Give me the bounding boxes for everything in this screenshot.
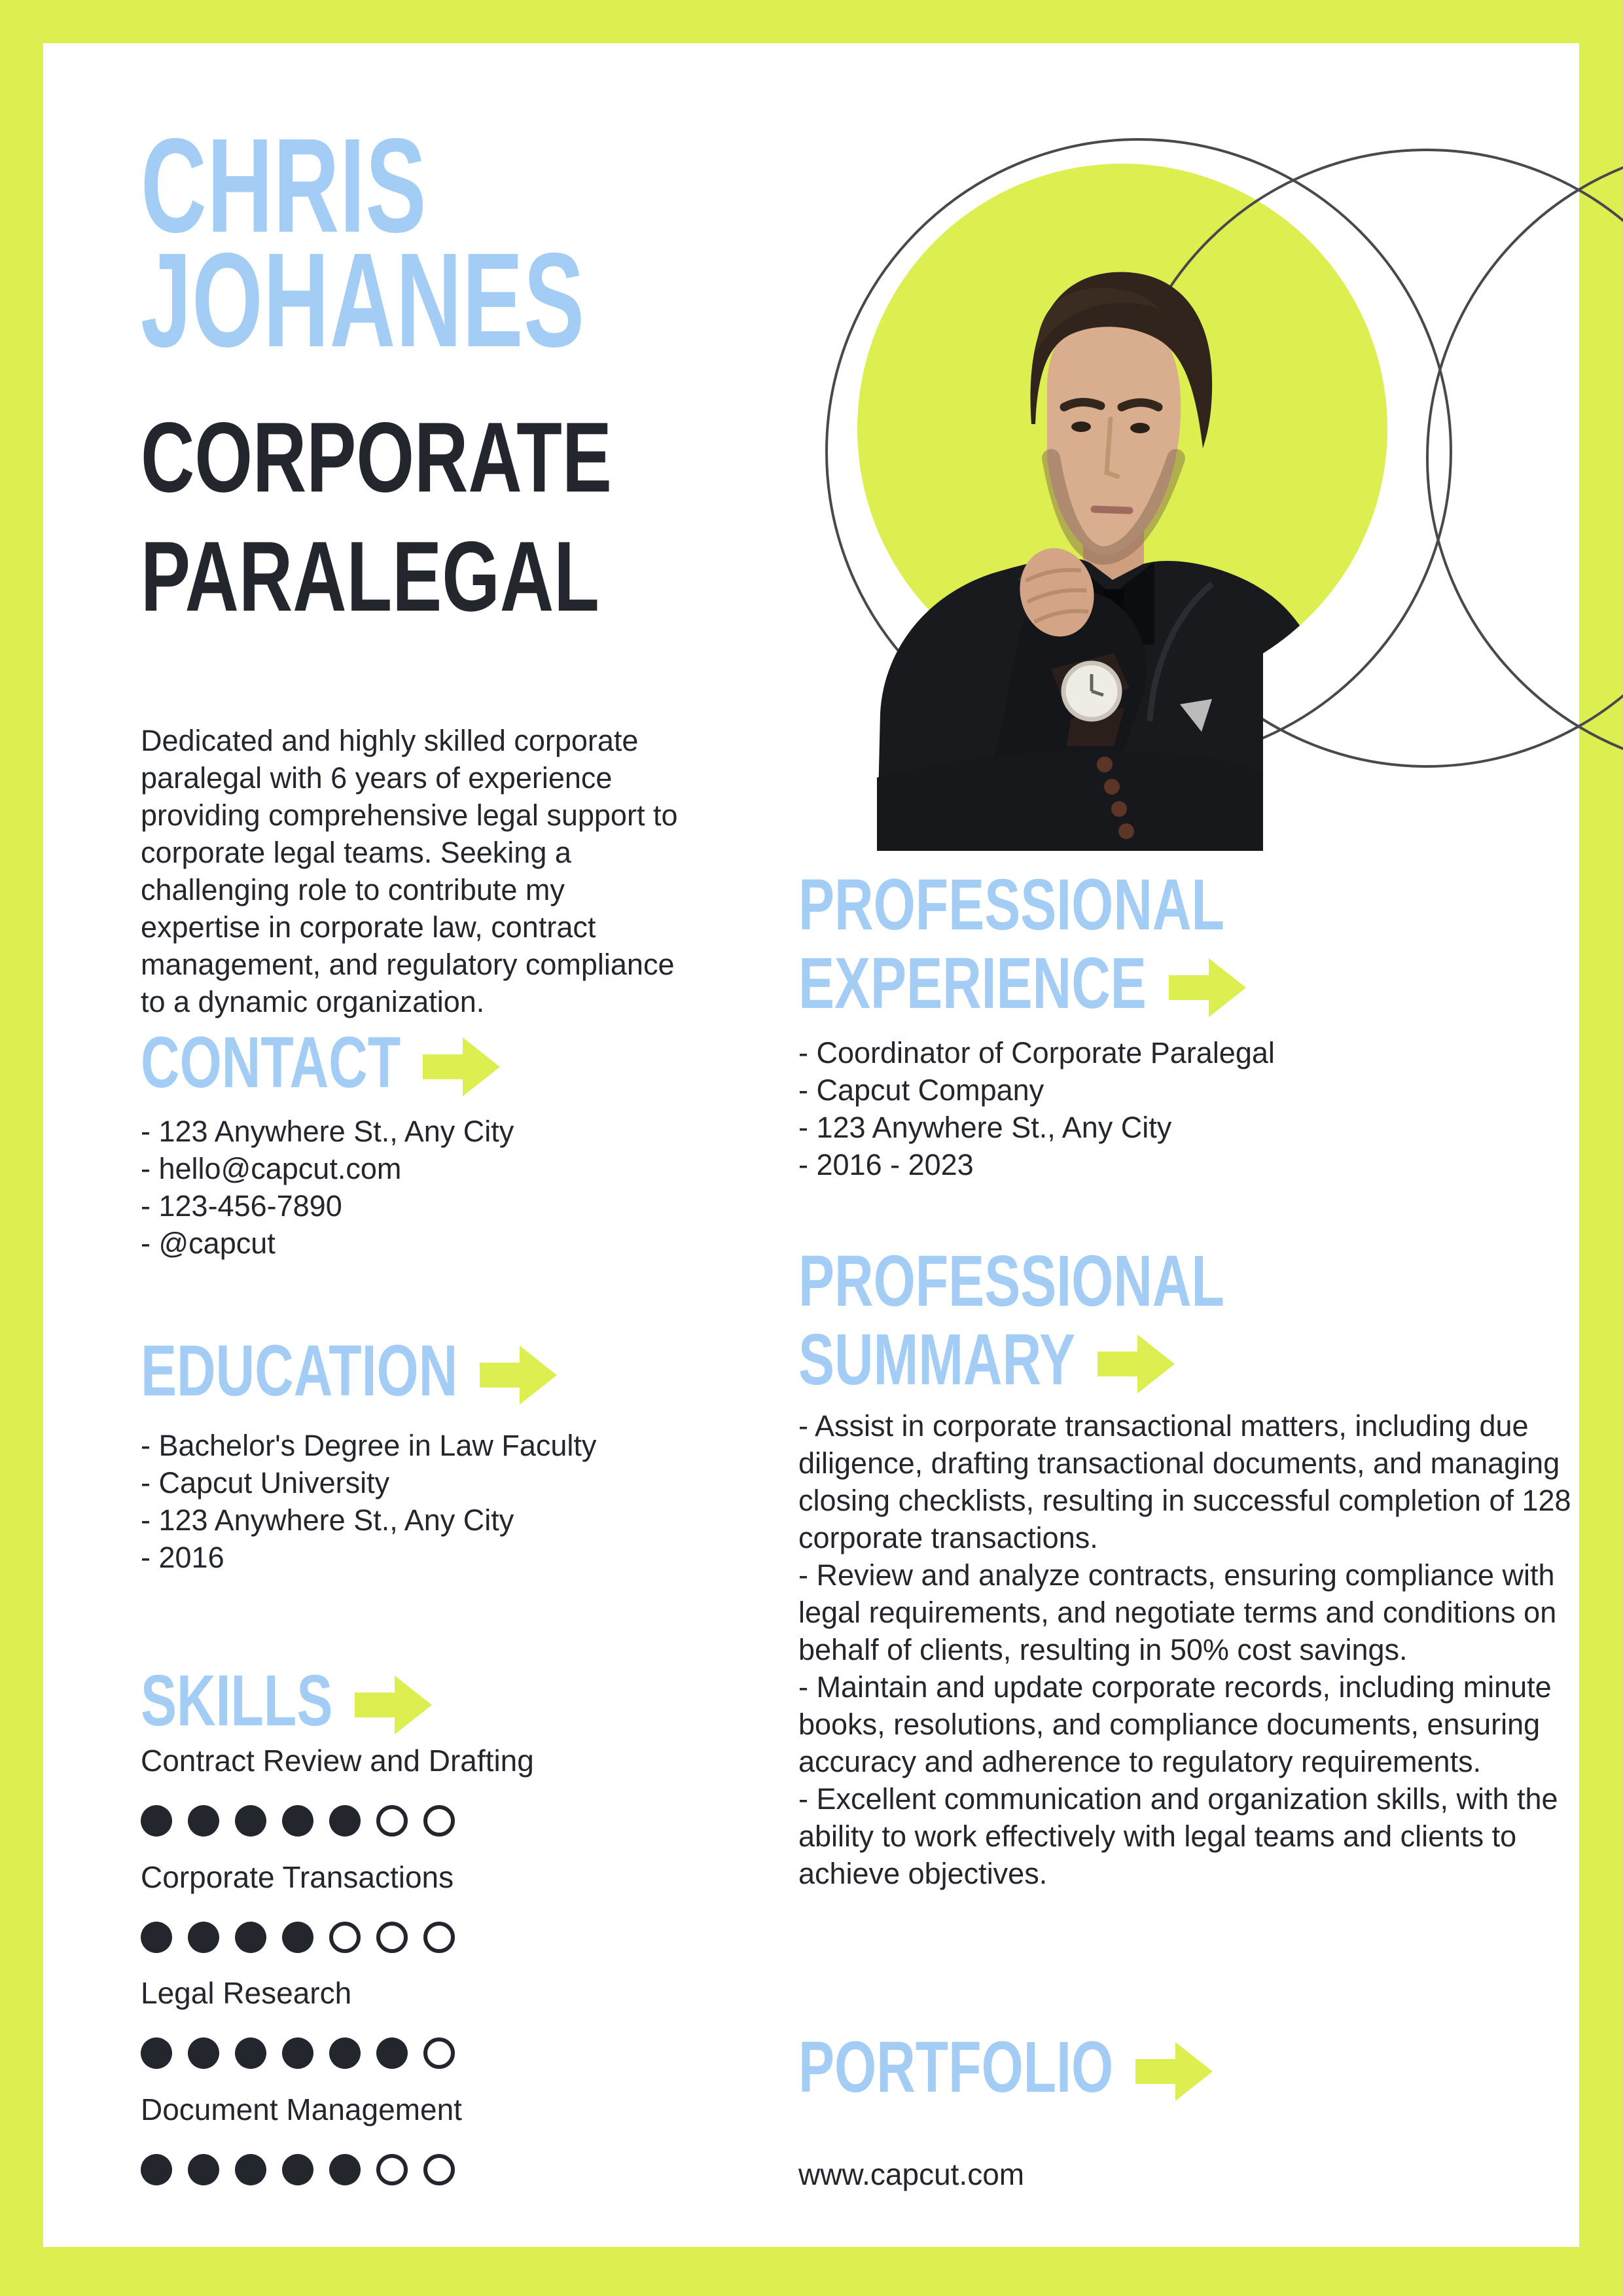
skill-dot-filled: [235, 2037, 266, 2069]
summary-heading-line1: PROFESSIONAL: [798, 1241, 1224, 1321]
skills-heading-label: SKILLS: [141, 1660, 333, 1741]
skill-dot-empty: [376, 1805, 408, 1837]
skill-label: Document Management: [141, 2092, 462, 2126]
skill-dot-empty: [376, 1922, 408, 1953]
arrow-right-icon: [1169, 958, 1246, 1017]
skill-dot-filled: [188, 2154, 219, 2185]
summary-bullet: - Maintain and update corporate records, including minute books, resolutions, and compliance documents, ensuring accuracy and adherence to regulatory requirements.: [798, 1670, 1552, 1778]
skill-item: [141, 1859, 534, 1975]
education-item: - Capcut University: [141, 1466, 390, 1499]
skill-rating: [141, 2154, 534, 2185]
portfolio-heading-label: PORTFOLIO: [798, 2027, 1114, 2108]
skill-dot-filled: [329, 2037, 361, 2069]
skill-dot-filled: [141, 1805, 172, 1837]
arrow-right-icon: [355, 1676, 432, 1734]
contact-item: - @capcut: [141, 1227, 276, 1260]
arrow-right-icon: [480, 1346, 557, 1405]
contact-item: - hello@capcut.com: [141, 1152, 402, 1185]
arrow-right-icon: [1097, 1335, 1175, 1393]
skill-dot-filled: [235, 1805, 266, 1837]
skill-dot-filled: [282, 1922, 313, 1953]
skill-item: [141, 1742, 534, 1859]
skill-dot-filled: [188, 1805, 219, 1837]
skill-dot-filled: [282, 2037, 313, 2069]
job-title: [141, 398, 612, 636]
skill-dot-empty: [329, 1922, 361, 1953]
contact-item: - 123-456-7890: [141, 1189, 342, 1223]
skill-rating: [141, 1805, 534, 1837]
skill-dot-filled: [282, 1805, 313, 1837]
skill-dot-filled: [376, 2037, 408, 2069]
name-line2: JOHANES: [141, 225, 585, 375]
skill-rating: [141, 1922, 534, 1953]
education-heading: [141, 1332, 557, 1410]
about-paragraph: Dedicated and highly skilled corporate paralegal with 6 years of experience providing comprehensive legal support to corporate legal teams. Seeking a challenging role to contribute my expertise in corporate law, contract management, and regulatory compliance to a dynamic organization.: [141, 724, 678, 1018]
skill-label: Legal Research: [141, 1976, 352, 2010]
skill-dot-empty: [423, 1805, 455, 1837]
skill-item: [141, 1975, 534, 2091]
skill-label: Contract Review and Drafting: [141, 1744, 534, 1778]
portfolio-heading: [798, 2028, 1213, 2107]
experience-heading-line1: PROFESSIONAL: [798, 865, 1224, 945]
skill-label: Corporate Transactions: [141, 1859, 454, 1894]
experience-list: [798, 1034, 1275, 1183]
skill-dot-empty: [423, 1922, 455, 1953]
experience-item: - Coordinator of Corporate Paralegal: [798, 1036, 1275, 1069]
job-title-line1: CORPORATE: [141, 402, 612, 513]
experience-heading: [798, 866, 1246, 1023]
arrow-right-icon: [1135, 2042, 1213, 2101]
skill-dot-empty: [423, 2037, 455, 2069]
portfolio-url: www.capcut.com: [798, 2157, 1025, 2191]
skill-dot-empty: [423, 2154, 455, 2185]
job-title-line2: PARALEGAL: [141, 521, 599, 632]
skill-dot-filled: [235, 1922, 266, 1953]
summary-bullet: - Assist in corporate transactional matters, including due diligence, drafting transactional documents, and managing closing checklists, resulting in successful completion of 128 corporate transactions.: [798, 1409, 1571, 1554]
skill-dot-filled: [329, 2154, 361, 2185]
skills-list: [141, 1742, 534, 2207]
skill-dot-filled: [235, 2154, 266, 2185]
skill-dot-filled: [282, 2154, 313, 2185]
skill-dot-filled: [141, 2037, 172, 2069]
arrow-right-icon: [423, 1037, 500, 1096]
skill-item: [141, 2091, 534, 2208]
skills-heading: [141, 1662, 432, 1740]
skill-dot-filled: [188, 1922, 219, 1953]
skill-rating: [141, 2037, 534, 2069]
education-item: - Bachelor's Degree in Law Faculty: [141, 1429, 597, 1462]
summary-bullet: - Excellent communication and organization skills, with the ability to work effectively with legal teams and clients to achieve objectives.: [798, 1782, 1558, 1890]
education-heading-label: EDUCATION: [141, 1331, 458, 1411]
education-item: - 2016: [141, 1541, 224, 1574]
experience-item: - 2016 - 2023: [798, 1148, 974, 1181]
contact-heading-label: CONTACT: [141, 1022, 401, 1103]
summary-heading: [798, 1242, 1224, 1399]
summary-heading-line2: SUMMARY: [798, 1319, 1076, 1400]
skill-dot-filled: [329, 1805, 361, 1837]
contact-item: - 123 Anywhere St., Any City: [141, 1115, 514, 1148]
experience-item: - 123 Anywhere St., Any City: [798, 1111, 1172, 1144]
name-line1: CHRIS: [141, 111, 427, 260]
skill-dot-filled: [141, 1922, 172, 1953]
skill-dot-empty: [376, 2154, 408, 2185]
summary-list: [798, 1407, 1587, 1892]
experience-heading-line2: EXPERIENCE: [798, 943, 1147, 1024]
skill-dot-filled: [141, 2154, 172, 2185]
experience-item: - Capcut Company: [798, 1073, 1044, 1107]
summary-bullet: - Review and analyze contracts, ensuring compliance with legal requirements, and negotiate terms and conditions on behalf of clients, resulting in 50% cost savings.: [798, 1558, 1557, 1666]
contact-heading: [141, 1024, 500, 1102]
skill-dot-filled: [188, 2037, 219, 2069]
contact-list: [141, 1113, 514, 1262]
person-name: [141, 111, 585, 375]
education-item: - 123 Anywhere St., Any City: [141, 1503, 514, 1537]
education-list: [141, 1427, 596, 1576]
